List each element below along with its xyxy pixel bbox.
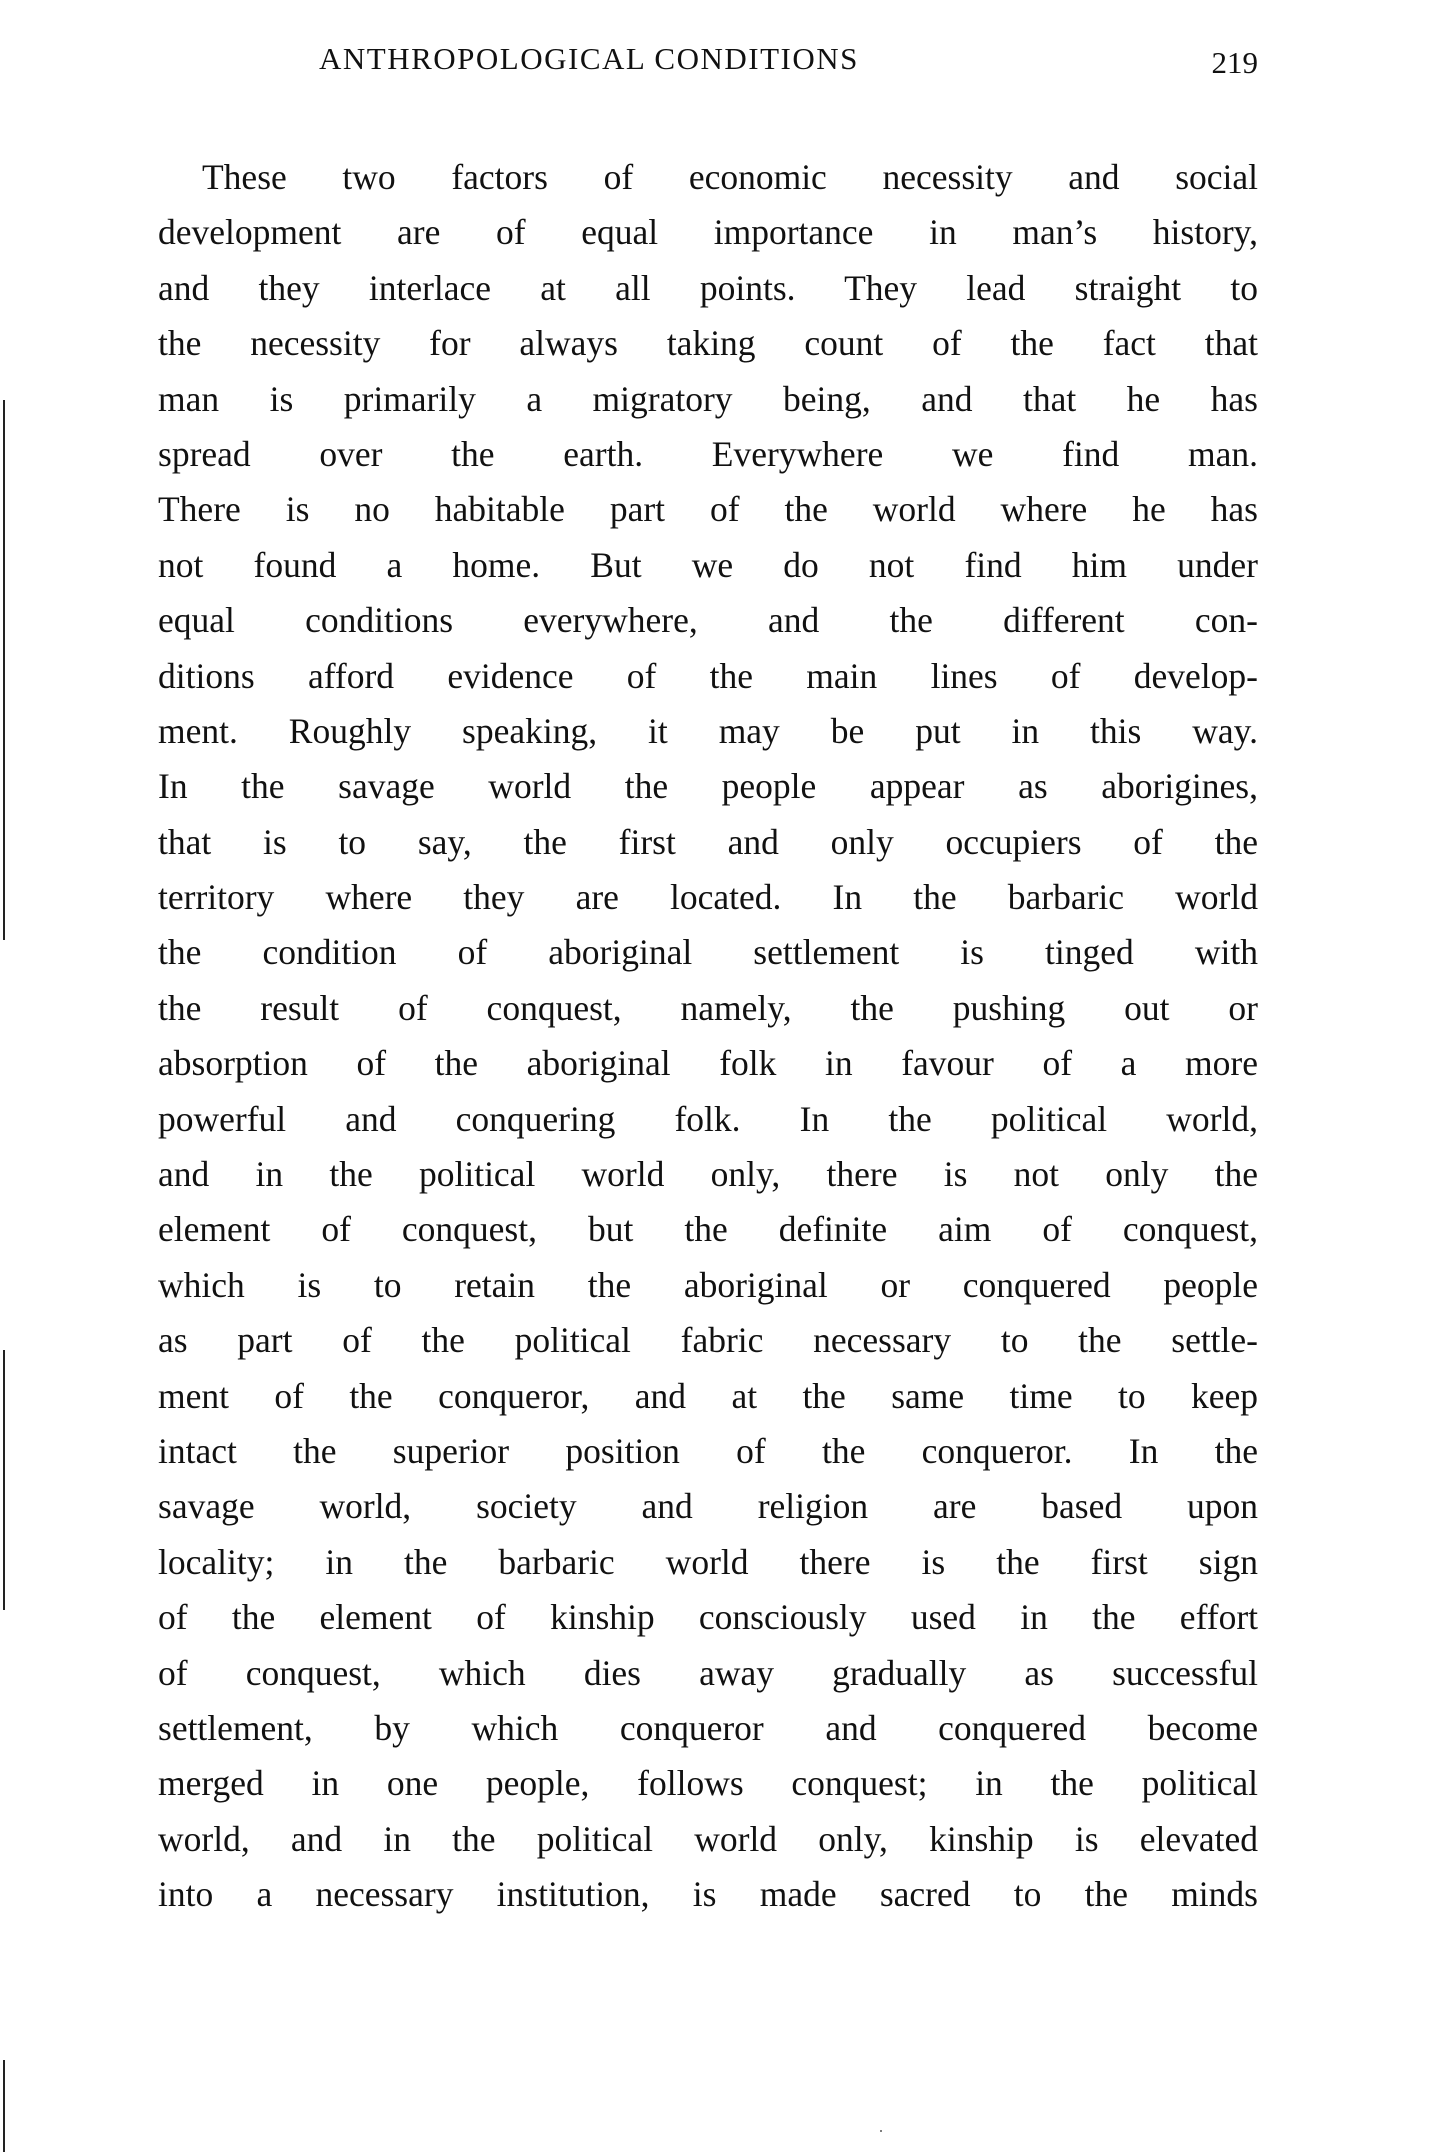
body-paragraph	[158, 150, 1258, 1923]
text-line: element of conquest, but the definite aim of conquest,	[158, 1209, 1258, 1250]
text-line: equal conditions everywhere, and the different con-	[158, 600, 1258, 641]
text-line: settlement, by which conqueror and conquered become	[158, 1707, 1258, 1748]
text-line: territory where they are located. In the barbaric world	[158, 877, 1258, 918]
page-header	[158, 34, 1258, 84]
text-line: savage world, society and religion are based upon	[158, 1486, 1258, 1527]
text-line: spread over the earth. Everywhere we find man.	[158, 433, 1258, 474]
text-line: ment of the conqueror, and at the same time to keep	[158, 1375, 1258, 1416]
scan-margin-line	[3, 1350, 5, 1610]
text-line: world, and in the political world only, kinship is elevated	[158, 1818, 1258, 1859]
text-line: as part of the political fabric necessary to the settle-	[158, 1320, 1258, 1361]
scan-speck	[880, 2130, 882, 2132]
text-line: of conquest, which dies away gradually as successful	[158, 1652, 1258, 1693]
text-line: of the element of kinship consciously used in the effort	[158, 1597, 1258, 1638]
text-line: In the savage world the people appear as aborigines,	[158, 766, 1258, 807]
text-line: These two factors of economic necessity and social	[202, 157, 1258, 197]
text-line: development are of equal importance in man’s history,	[158, 212, 1258, 253]
text-line: the result of conquest, namely, the pushing out or	[158, 987, 1258, 1028]
scan-margin-line	[3, 2060, 5, 2152]
text-line: locality; in the barbaric world there is the first sign	[158, 1541, 1258, 1582]
text-line: absorption of the aboriginal folk in favour of a more	[158, 1043, 1258, 1084]
text-line: merged in one people, follows conquest; in the political	[158, 1763, 1258, 1804]
text-line: the condition of aboriginal settlement is tinged with	[158, 932, 1258, 973]
text-line: that is to say, the first and only occupiers of the	[158, 821, 1258, 862]
text-line: into a necessary institution, is made sacred to the minds	[158, 1874, 1258, 1915]
text-line: ment. Roughly speaking, it may be put in this way.	[158, 710, 1258, 751]
text-line: and they interlace at all points. They lead straight to	[158, 267, 1258, 308]
scan-margin-line	[3, 400, 5, 940]
text-line: powerful and conquering folk. In the political world,	[158, 1098, 1258, 1139]
text-line: man is primarily a migratory being, and that he has	[158, 378, 1258, 419]
text-line: and in the political world only, there is not only the	[158, 1154, 1258, 1195]
text-line: not found a home. But we do not find him under	[158, 544, 1258, 585]
text-line: intact the superior position of the conqueror. In the	[158, 1430, 1258, 1471]
text-line: ditions afford evidence of the main lines of develop-	[158, 655, 1258, 696]
page-number: 219	[1211, 45, 1258, 80]
text-line: the necessity for always taking count of the fact that	[158, 323, 1258, 364]
text-line: There is no habitable part of the world where he has	[158, 489, 1258, 530]
running-head: ANTHROPOLOGICAL CONDITIONS	[319, 41, 859, 76]
text-line: which is to retain the aboriginal or conquered people	[158, 1264, 1258, 1305]
